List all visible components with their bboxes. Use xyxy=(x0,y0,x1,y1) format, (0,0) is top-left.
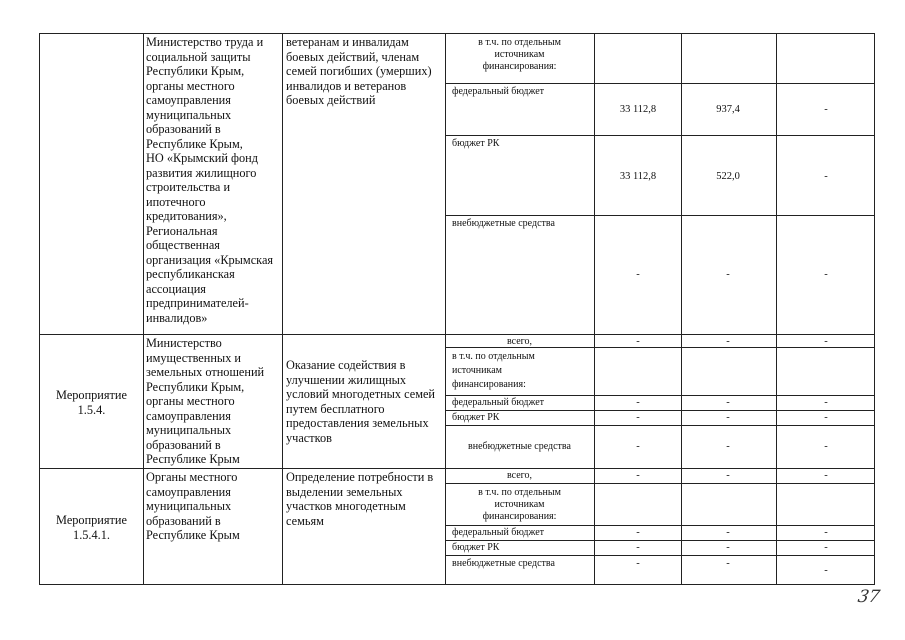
block3-rk-value-2: - xyxy=(726,542,730,553)
block3-total-value-2: - xyxy=(726,470,730,481)
block3-extra-value-1: - xyxy=(636,558,640,569)
block3-total-value-3: - xyxy=(824,470,828,481)
block3-source-total: всего, xyxy=(506,470,532,481)
block1-federal-value-2: 937,4 xyxy=(716,104,740,115)
block2-total-value-3: - xyxy=(824,336,828,347)
block2-extra-value-2: - xyxy=(726,441,730,452)
block2-event: Мероприятие 1.5.4. xyxy=(56,388,127,417)
block1-rk-value-2: 522,0 xyxy=(716,171,740,182)
block1-source-separately: в т.ч. по отдельным источникам финансирования: xyxy=(478,37,561,72)
block3-federal-value-3: - xyxy=(824,527,828,538)
block3-rk-value-3: - xyxy=(824,542,828,553)
block2-source-separately: в т.ч. по отдельным источникам финансирования: xyxy=(452,351,535,390)
block1-description: ветеранам и инвалидам боевых действий, членам семей погибших (умерших) инвалидов и ветеранов боевых действий xyxy=(286,35,432,107)
block1-extra-value-2: - xyxy=(726,269,730,280)
block2-extra-value-1: - xyxy=(636,441,640,452)
block1-source-rk: бюджет РК xyxy=(452,138,500,149)
block3-extra-value-3: - xyxy=(824,565,828,576)
block3-event: Мероприятие 1.5.4.1. xyxy=(56,513,127,542)
block2-federal-value-2: - xyxy=(726,397,730,408)
block2-total-value-1: - xyxy=(636,336,640,347)
block3-total-value-1: - xyxy=(636,470,640,481)
block2-federal-value-3: - xyxy=(824,397,828,408)
block2-rk-value-1: - xyxy=(636,412,640,423)
block1-source-federal: федеральный бюджет xyxy=(452,86,545,97)
block3-source-extra: внебюджетные средства xyxy=(452,558,555,569)
block2-description: Оказание содействия в улучшении жилищных условий многодетных семей путем бесплатного предоставления земельных участков xyxy=(286,358,436,445)
block1-rk-value-3: - xyxy=(824,171,828,182)
block2-source-total: всего, xyxy=(506,336,532,347)
block3-source-separately: в т.ч. по отдельным источникам финансирования: xyxy=(478,487,561,522)
block2-rk-value-3: - xyxy=(824,412,828,423)
block1-extra-value-3: - xyxy=(824,269,828,280)
block2-source-rk: бюджет РК xyxy=(452,412,500,423)
block1-rk-value-1: 33 112,8 xyxy=(619,171,657,182)
block3-federal-value-1: - xyxy=(636,527,640,538)
block1-executor: Министерство труда и социальной защиты Республики Крым, органы местного самоуправления муниципальных образований в Республике Крым, НО «Крымский фонд развития жилищного строительства и ипотечного кредитования», Региональная общественная организация «Крымская республиканская ассоциация предпринимателей- инвалидов» xyxy=(146,35,274,325)
block1-source-extra: внебюджетные средства xyxy=(452,218,555,229)
block2-extra-value-3: - xyxy=(824,441,828,452)
block1-federal-value-1: 33 112,8 xyxy=(619,104,657,115)
block2-source-extra: внебюджетные средства xyxy=(468,441,571,452)
block2-federal-value-1: - xyxy=(636,397,640,408)
block3-federal-value-2: - xyxy=(726,527,730,538)
block2-source-federal: федеральный бюджет xyxy=(452,397,545,408)
block1-federal-value-3: - xyxy=(824,104,828,115)
block2-rk-value-2: - xyxy=(726,412,730,423)
page-number: 37 xyxy=(856,587,882,607)
block3-source-rk: бюджет РК xyxy=(452,542,500,553)
block3-extra-value-2: - xyxy=(726,558,730,569)
block2-executor: Министерство имущественных и земельных отношений Республики Крым, органы местного самоуправления муниципальных образований в Республике Крым xyxy=(146,336,265,466)
block3-description: Определение потребности в выделении земельных участков многодетным семьям xyxy=(286,470,434,528)
block2-total-value-2: - xyxy=(726,336,730,347)
block3-source-federal: федеральный бюджет xyxy=(452,527,545,538)
block3-executor: Органы местного самоуправления муниципальных образований в Республике Крым xyxy=(146,470,240,542)
block1-extra-value-1: - xyxy=(636,269,640,280)
block3-rk-value-1: - xyxy=(636,542,640,553)
